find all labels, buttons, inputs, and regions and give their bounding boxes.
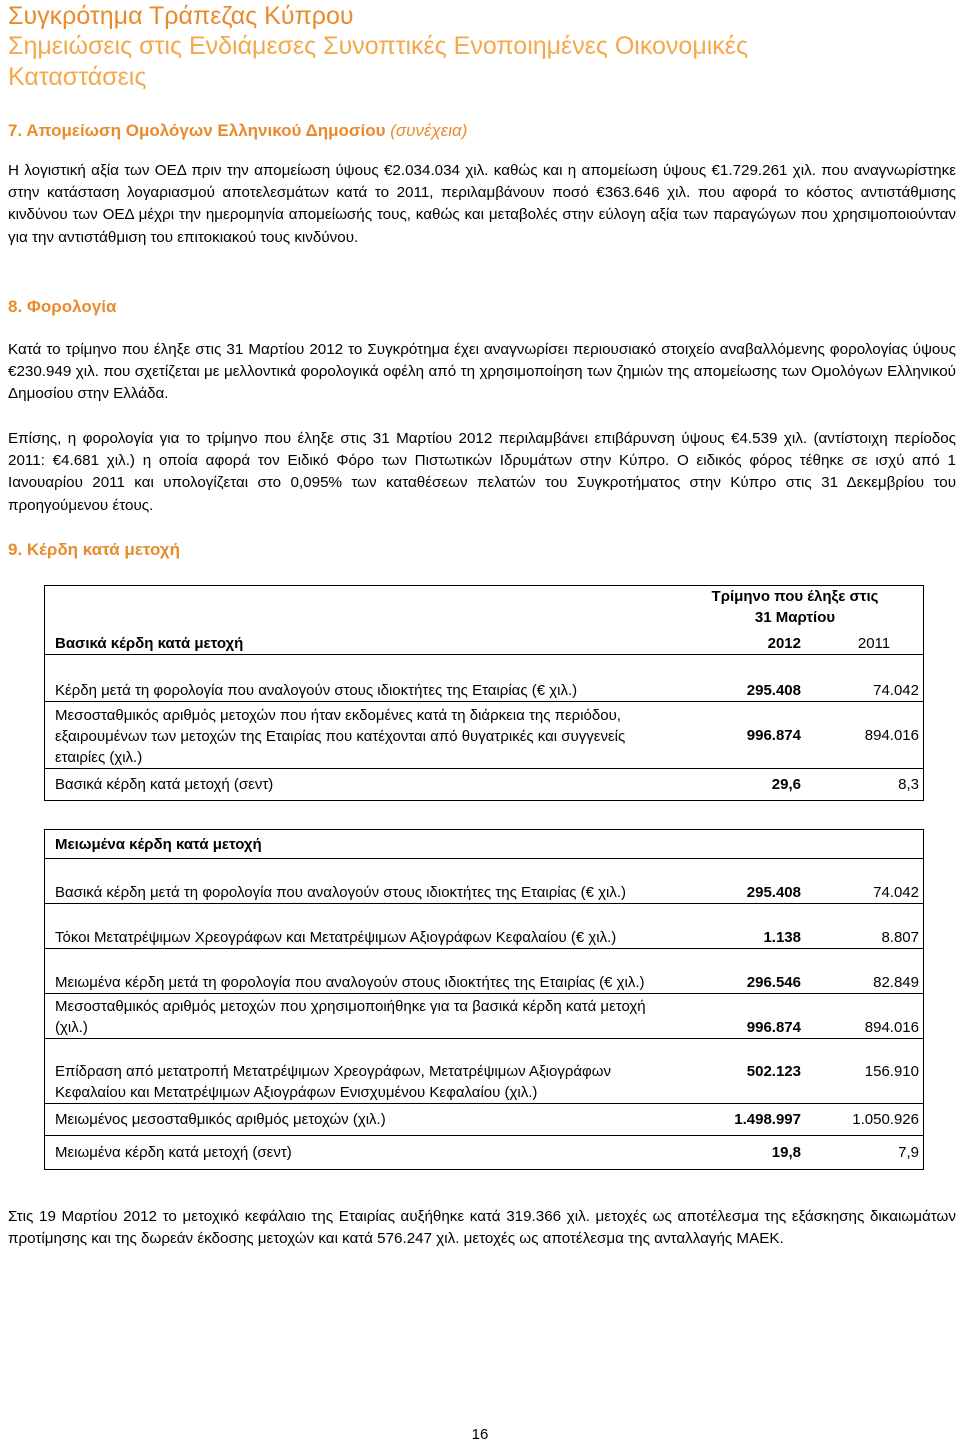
year-2011-header: 2011 bbox=[825, 628, 924, 655]
section-8-paragraph-1: Κατά το τρίμηνο που έληξε στις 31 Μαρτίου 2012 το Συγκρότημα έχει αναγνωρίσει περιουσιακό στοιχείο αναβαλλόμενης φορολογίας ύψους €230.949 χιλ. που σχετίζεται με μελλοντικά φορολογικά οφέλη από τη χρησιμοποίηση των ζημιών της απομείωσης των Ομολόγων Ελληνικού Δημοσίου στην Ελλάδα. bbox=[8, 341, 956, 403]
row-value-2012: 296.546 bbox=[667, 949, 825, 994]
row-label: Βασικά κέρδη μετά τη φορολογία που αναλογούν στους ιδιοκτήτες της Εταιρίας (€ χιλ.) bbox=[45, 859, 668, 904]
section-7-heading-text: 7. Απομείωση Ομολόγων Ελληνικού Δημοσίου bbox=[8, 121, 386, 140]
table-row bbox=[45, 904, 924, 949]
row-value-2011: 74.042 bbox=[825, 859, 924, 904]
document-subtitle-line1: Σημειώσεις στις Ενδιάμεσες Συνοπτικές Ενοποιημένες Οικονομικές bbox=[8, 32, 748, 60]
row-label: Μειωμένα κέρδη κατά μετοχή (σεντ) bbox=[55, 1144, 292, 1161]
row-value-2011: 894.016 bbox=[825, 702, 924, 769]
section-7-heading bbox=[8, 121, 467, 141]
row-label: Μειωμένος μεσοσταθμικός αριθμός μετοχών (χιλ.) bbox=[45, 1104, 668, 1136]
section-8-paragraph-2: Επίσης, η φορολογία για το τρίμηνο που έληξε στις 31 Μαρτίου 2012 περιλαμβάνει επιβάρυνση ύψους €4.539 χιλ. (αντίστοιχη περίοδος 2011: €4.681 χιλ.) η οποία αφορά τον Ειδικό Φόρο των Πιστωτικών Ιδρυμάτων στην Κύπρο. Ο ειδικός φόρος τέθηκε σε ισχύ από 1 Ιανουαρίου 2011 και υπολογίζεται στο 0,095% των καταθέσεων πελατών του Συγκροτήματος στην Κύπρο στις 31 Δεκεμβρίου του προηγούμενου έτους. bbox=[8, 430, 956, 514]
row-value-2012: 19,8 bbox=[771, 1144, 801, 1161]
row-value-2011: 1.050.926 bbox=[825, 1104, 924, 1136]
row-label: Βασικά κέρδη κατά μετοχή (σεντ) bbox=[55, 776, 274, 793]
table-row bbox=[45, 702, 924, 769]
row-value-2011: 74.042 bbox=[825, 655, 924, 702]
row-value-2011: 894.016 bbox=[825, 994, 924, 1039]
row-label: Μεσοσταθμικός αριθμός μετοχών που ήταν εκδομένες κατά τη διάρκεια της περιόδου, εξαιρουμένων των μετοχών της Εταιρίας που κατέχονται από θυγατρικές και συγγενείς εταιρίες (χιλ.) bbox=[45, 702, 668, 769]
section-9-heading: 9. Κέρδη κατά μετοχή bbox=[8, 540, 180, 559]
basic-eps-title: Βασικά κέρδη κατά μετοχή bbox=[45, 628, 668, 655]
section-9-footer-paragraph: Στις 19 Μαρτίου 2012 το μετοχικό κεφάλαιο της Εταιρίας αυξήθηκε κατά 319.366 χιλ. μετοχές ως αποτέλεσμα της εξάσκησης δικαιωμάτων προτίμησης και της δωρεάν έκδοσης μετοχών και κατά 576.247 χιλ. μετοχές ως αποτέλεσμα της ανταλλαγής ΜΑΕΚ. bbox=[8, 1208, 956, 1248]
row-value-2012: 29,6 bbox=[771, 776, 801, 793]
table-row bbox=[45, 769, 924, 801]
section-7-paragraph: Η λογιστική αξία των ΟΕΔ πριν την απομείωση ύψους €2.034.034 χιλ. καθώς και η απομείωση ύψους €1.729.261 χιλ. που αναγνωρίστηκε στην κατάσταση λογαριασμού αποτελεσμάτων κατά το 2011, περιλαμβάνουν ποσό €363.646 χιλ. που αφορά το κόστος αντιστάθμισης κινδύνου των ΟΕΔ μέχρι την ημερομηνία απομείωσής τους, καθώς και μεταβολές στην εύλογη αξία των παραγώγων που χρησιμοποιούνταν για την αντιστάθμιση του επιτοκιακού τους κινδύνου. bbox=[8, 162, 956, 246]
diluted-eps-table bbox=[44, 829, 924, 1170]
table-row bbox=[45, 949, 924, 994]
period-header-line1: Τρίμηνο που έληξε στις bbox=[711, 588, 879, 605]
table-row bbox=[45, 1136, 924, 1170]
row-value-2012: 295.408 bbox=[667, 655, 825, 702]
row-value-2011: 8.807 bbox=[825, 904, 924, 949]
table-row bbox=[45, 994, 924, 1039]
row-value-2011: 82.849 bbox=[825, 949, 924, 994]
row-label: Μεσοσταθμικός αριθμός μετοχών που χρησιμοποιήθηκε για τα βασικά κέρδη κατά μετοχή (χιλ.) bbox=[45, 994, 668, 1039]
row-value-2012: 996.874 bbox=[667, 994, 825, 1039]
row-value-2012: 996.874 bbox=[667, 702, 825, 769]
row-value-2012: 295.408 bbox=[667, 859, 825, 904]
row-value-2011: 156.910 bbox=[825, 1039, 924, 1104]
year-2012-header: 2012 bbox=[667, 628, 825, 655]
table-row bbox=[45, 859, 924, 904]
table-row bbox=[45, 655, 924, 702]
basic-eps-table bbox=[44, 585, 924, 801]
row-value-2011: 7,9 bbox=[898, 1144, 919, 1161]
row-value-2012: 1.498.997 bbox=[667, 1104, 825, 1136]
document-subtitle-line2: Καταστάσεις bbox=[8, 63, 147, 91]
period-header-line2: 31 Μαρτίου bbox=[754, 609, 836, 626]
row-label: Μειωμένα κέρδη μετά τη φορολογία που αναλογούν στους ιδιοκτήτες της Εταιρίας (€ χιλ.) bbox=[45, 949, 668, 994]
section-7-heading-suffix: (συνέχεια) bbox=[390, 121, 468, 140]
diluted-eps-title: Μειωμένα κέρδη κατά μετοχή bbox=[45, 830, 668, 859]
period-header bbox=[667, 586, 924, 629]
page-number: 16 bbox=[471, 1426, 489, 1443]
row-value-2012: 502.123 bbox=[667, 1039, 825, 1104]
table-row bbox=[45, 1104, 924, 1136]
row-value-2012: 1.138 bbox=[667, 904, 825, 949]
section-8-heading: 8. Φορολογία bbox=[8, 297, 117, 316]
row-label: Τόκοι Μετατρέψιμων Χρεογράφων και Μετατρέψιμων Αξιογράφων Κεφαλαίου (€ χιλ.) bbox=[45, 904, 668, 949]
document-title: Συγκρότημα Τράπεζας Κύπρου bbox=[8, 2, 354, 30]
row-label: Επίδραση από μετατροπή Μετατρέψιμων Χρεογράφων, Μετατρέψιμων Αξιογράφων Κεφαλαίου και Μετατρέψιμων Αξιογράφων Ενισχυμένου Κεφαλαίου (χιλ.) bbox=[45, 1039, 668, 1104]
table-row bbox=[45, 1039, 924, 1104]
row-label: Κέρδη μετά τη φορολογία που αναλογούν στους ιδιοκτήτες της Εταιρίας (€ χιλ.) bbox=[45, 655, 668, 702]
row-value-2011: 8,3 bbox=[898, 776, 919, 793]
